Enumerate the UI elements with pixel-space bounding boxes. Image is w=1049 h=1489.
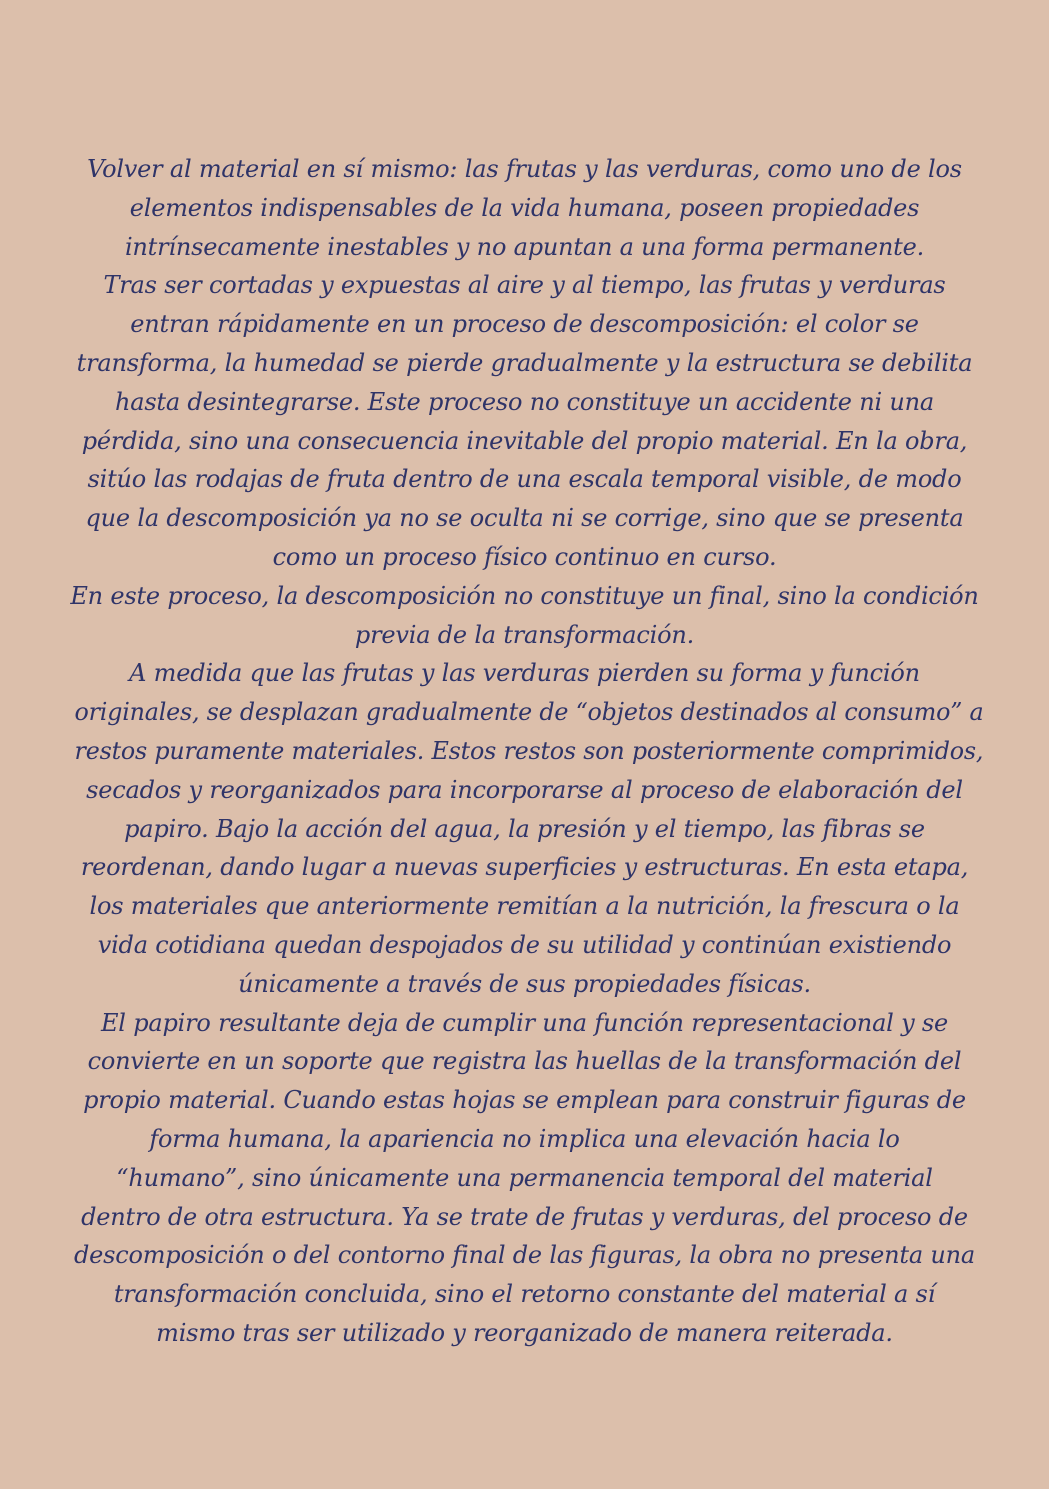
body-text: [70, 150, 984, 1353]
text-line: únicamente a través de sus propiedades físicas.: [238, 969, 811, 998]
text-line: secados y reorganizados para incorporarse al proceso de elaboración del: [86, 775, 963, 804]
text-line: como un proceso físico continuo en curso.: [272, 542, 777, 571]
text-line: elementos indispensables de la vida humana, poseen propiedades: [129, 193, 920, 222]
text-line: descomposición o del contorno final de las figuras, la obra no presenta una: [73, 1241, 976, 1270]
text-line: reordenan, dando lugar a nuevas superficies y estructuras. En esta etapa,: [80, 853, 969, 882]
text-line: El papiro resultante deja de cumplir una función representacional y se: [100, 1008, 948, 1037]
text-line: sitúo las rodajas de fruta dentro de una escala temporal visible, de modo: [87, 465, 962, 494]
text-line: mismo tras ser utilizado y reorganizado de manera reiterada.: [156, 1318, 893, 1347]
text-line: transforma, la humedad se pierde gradualmente y la estructura se debilita: [76, 348, 973, 377]
text-line: vida cotidiana quedan despojados de su utilidad y continúan existiendo: [97, 930, 952, 959]
text-line: convierte en un soporte que registra las huellas de la transformación del: [87, 1047, 962, 1076]
text-line: papiro. Bajo la acción del agua, la presión y el tiempo, las fibras se: [124, 814, 925, 843]
text-line: forma humana, la apariencia no implica una elevación hacia lo: [149, 1124, 900, 1153]
text-line: intrínsecamente inestables y no apuntan a una forma permanente.: [124, 232, 925, 261]
text-line: propio material. Cuando estas hojas se emplean para construir figuras de: [83, 1086, 966, 1115]
text-line: los materiales que anteriormente remitían a la nutrición, la frescura o la: [89, 892, 960, 921]
text-line: Tras ser cortadas y expuestas al aire y al tiempo, las frutas y verduras: [103, 271, 946, 300]
text-line: “humano”, sino únicamente una permanencia temporal del material: [116, 1163, 933, 1192]
text-line: dentro de otra estructura. Ya se trate de frutas y verduras, del proceso de: [81, 1202, 968, 1231]
text-line: originales, se desplazan gradualmente de “objetos destinados al consumo” a: [74, 698, 984, 727]
text-line: pérdida, sino una consecuencia inevitable del propio material. En la obra,: [81, 426, 968, 455]
text-line: Volver al material en sí mismo: las frutas y las verduras, como uno de los: [87, 155, 962, 183]
text-line: A medida que las frutas y las verduras pierden su forma y función: [129, 659, 920, 688]
text-line: entran rápidamente en un proceso de descomposición: el color se: [130, 310, 919, 339]
text-line: restos puramente materiales. Estos restos son posteriormente comprimidos,: [74, 736, 984, 765]
text-line: previa de la transformación.: [354, 620, 695, 649]
text-line: transformación concluida, sino el retorno constante del material a sí: [113, 1280, 936, 1309]
text-line: hasta desintegrarse. Este proceso no constituye un accidente ni una: [114, 387, 935, 416]
text-line: que la descomposición ya no se oculta ni se corrige, sino que se presenta: [85, 504, 964, 533]
text-line: En este proceso, la descomposición no constituye un final, sino la condición: [70, 581, 979, 610]
